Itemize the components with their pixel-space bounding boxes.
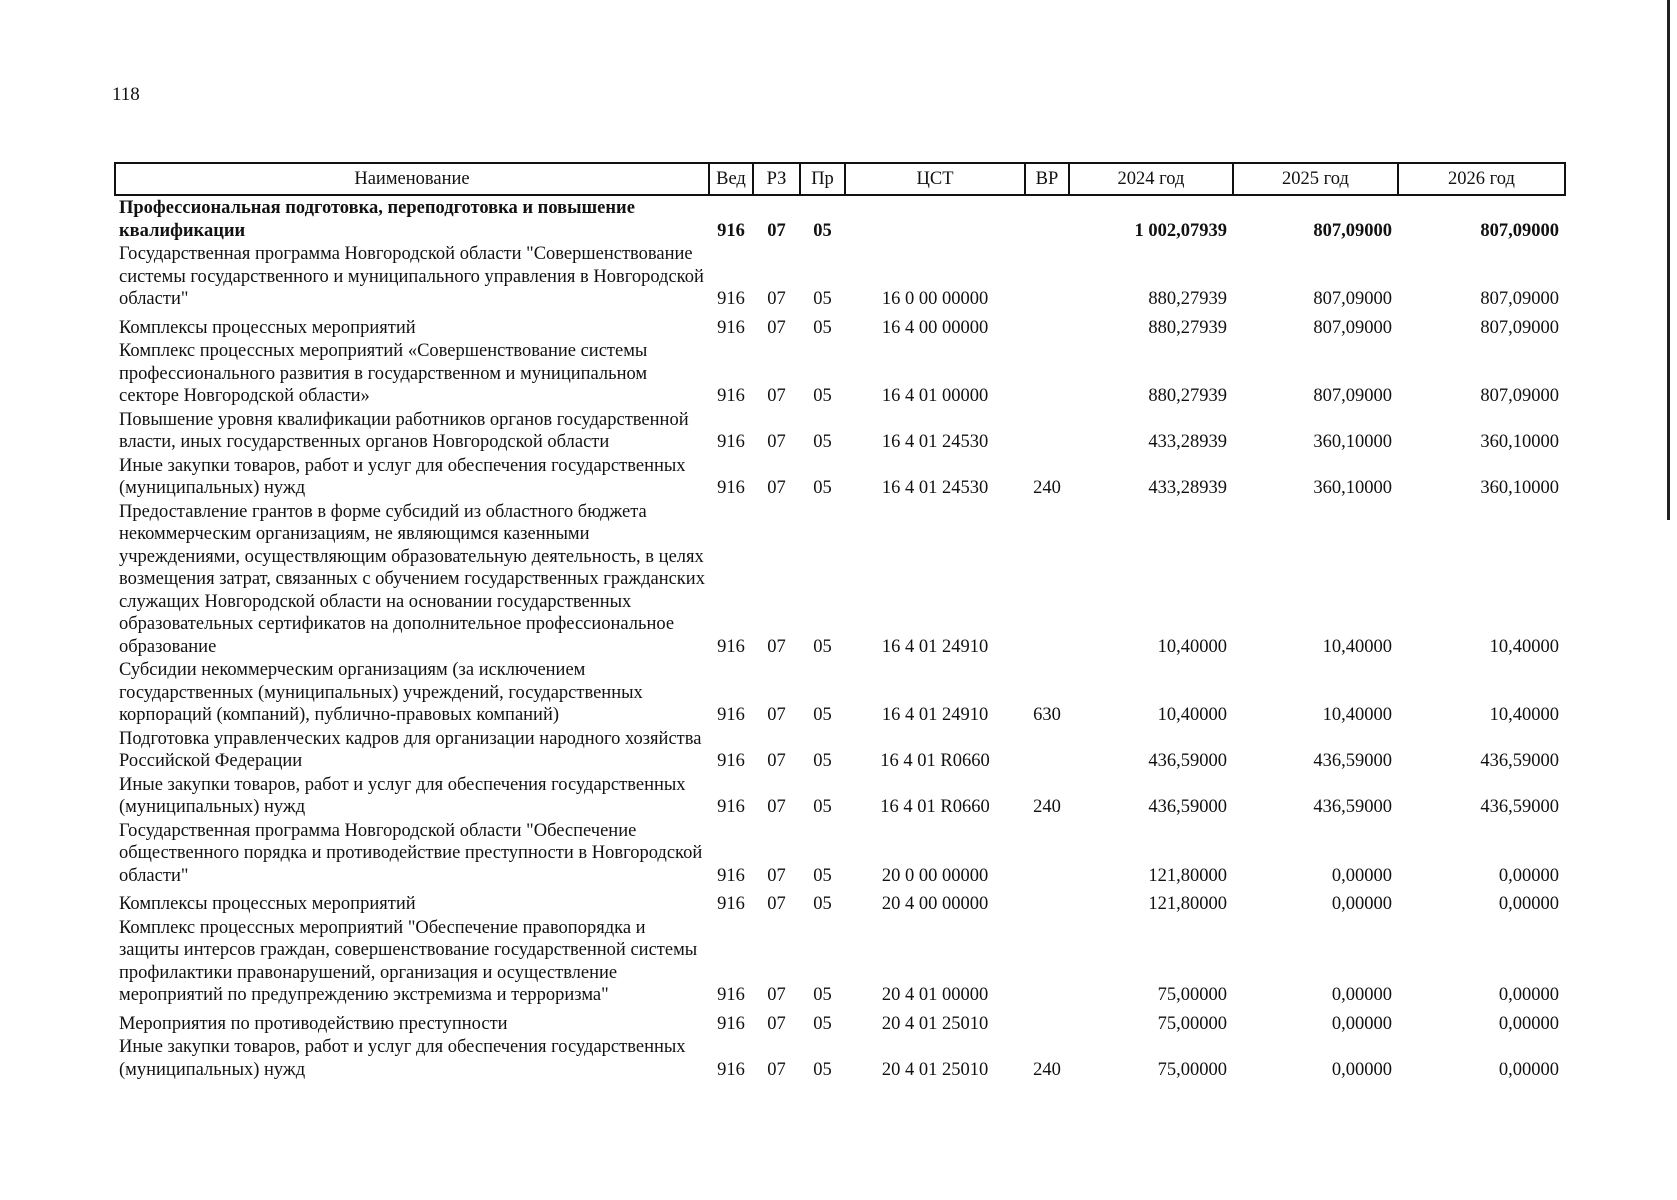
- row-2025: 807,09000: [1313, 317, 1392, 338]
- row-2026: 807,09000: [1480, 220, 1559, 241]
- header-2026: 2026 год: [1398, 163, 1565, 195]
- row-cst: 16 4 01 00000: [881, 386, 989, 406]
- row-pr: 05: [813, 865, 832, 886]
- row-name: Иные закупки товаров, работ и услуг для обеспечения государственных (муниципальных) нужд: [119, 774, 686, 817]
- row-rz: 07: [767, 289, 786, 309]
- header-rz: РЗ: [753, 163, 800, 195]
- row-2024: 75,00000: [1157, 985, 1227, 1005]
- row-rz: 07: [767, 865, 786, 886]
- row-vr: [1025, 195, 1069, 242]
- row-name: Комплексы процессных мероприятий: [119, 894, 416, 914]
- table-row: [115, 658, 1565, 727]
- row-cst: 16 4 01 24530: [881, 432, 989, 452]
- row-cst: 20 4 00 00000: [881, 894, 989, 914]
- header-ved: Вед: [709, 163, 753, 195]
- row-rz: 07: [767, 751, 786, 771]
- row-2025: 0,00000: [1331, 985, 1392, 1005]
- row-name: Государственная программа Новгородской области "Совершенствование системы государственного и муниципального управления в Новгородской области": [119, 244, 704, 309]
- row-2026: 0,00000: [1498, 865, 1559, 886]
- table-row: [115, 1035, 1565, 1081]
- row-2024: 121,80000: [1148, 894, 1227, 914]
- row-ved: 916: [717, 432, 745, 452]
- row-ved: 916: [717, 386, 745, 406]
- row-rz: 07: [767, 220, 786, 241]
- row-vr: [1025, 887, 1069, 916]
- table-row: [115, 408, 1565, 454]
- row-2024: 880,27939: [1148, 386, 1227, 406]
- row-ved: 916: [717, 797, 745, 817]
- row-rz: 07: [767, 985, 786, 1005]
- header-2024: 2024 год: [1069, 163, 1233, 195]
- row-2025: 10,40000: [1322, 636, 1392, 657]
- row-rz: 07: [767, 705, 786, 725]
- row-name: Профессиональная подготовка, переподготовка и повышение квалификации: [119, 198, 635, 241]
- row-2025: 0,00000: [1331, 1059, 1392, 1080]
- row-cst: 16 4 01 24910: [881, 636, 989, 657]
- row-2026: 0,00000: [1498, 894, 1559, 914]
- row-2025: 807,09000: [1313, 386, 1392, 406]
- table-row: [115, 454, 1565, 500]
- row-cst: 16 4 01 24530: [881, 478, 989, 498]
- row-ved: 916: [717, 865, 745, 886]
- header-pr: Пр: [800, 163, 845, 195]
- row-pr: 05: [813, 985, 832, 1005]
- row-pr: 05: [813, 1059, 832, 1080]
- row-rz: 07: [767, 797, 786, 817]
- row-2025: 807,09000: [1313, 220, 1392, 241]
- row-2026: 0,00000: [1498, 1013, 1559, 1034]
- row-ved: 916: [717, 894, 745, 914]
- row-2024: 10,40000: [1157, 636, 1227, 657]
- row-cst: 16 4 01 24910: [881, 705, 989, 725]
- row-2025: 807,09000: [1313, 289, 1392, 309]
- table-row: [115, 339, 1565, 408]
- row-cst: 20 4 01 00000: [881, 985, 989, 1005]
- row-vr: [1025, 339, 1069, 408]
- row-2026: 0,00000: [1498, 985, 1559, 1005]
- row-2024: 10,40000: [1157, 705, 1227, 725]
- row-2026: 436,59000: [1480, 751, 1559, 771]
- row-name: Иные закупки товаров, работ и услуг для обеспечения государственных (муниципальных) нужд: [119, 1037, 686, 1080]
- table-row: [115, 1007, 1565, 1036]
- row-cst: 20 0 00 00000: [881, 865, 989, 886]
- row-2025: 10,40000: [1322, 705, 1392, 725]
- row-pr: 05: [813, 797, 832, 817]
- row-cst: 16 4 00 00000: [881, 317, 989, 338]
- table-row: [115, 311, 1565, 340]
- table-row: [115, 242, 1565, 311]
- row-name: Государственная программа Новгородской области "Обеспечение общественного порядка и противодействие преступности в Новгородской области": [119, 820, 703, 886]
- row-pr: 05: [813, 386, 832, 406]
- row-rz: 07: [767, 432, 786, 452]
- row-cst: 20 4 01 25010: [881, 1013, 989, 1034]
- row-ved: 916: [717, 985, 745, 1005]
- header-2025: 2025 год: [1233, 163, 1398, 195]
- scan-edge-line: [1667, 0, 1670, 520]
- row-2024: 436,59000: [1148, 751, 1227, 771]
- row-2025: 360,10000: [1313, 432, 1392, 452]
- row-pr: 05: [813, 432, 832, 452]
- row-ved: 916: [717, 1059, 745, 1080]
- row-2026: 10,40000: [1489, 636, 1559, 657]
- row-name: Комплекс процессных мероприятий «Совершенствование системы профессионального развития в государственном и муниципальном секторе Новгородской области»: [119, 341, 648, 406]
- row-vr: [1025, 916, 1069, 1007]
- row-vr: 240: [1033, 478, 1061, 498]
- row-rz: 07: [767, 478, 786, 498]
- row-name: Повышение уровня квалификации работников органов государственной власти, иных государственных органов Новгородской области: [119, 409, 689, 452]
- row-vr: [1025, 1007, 1069, 1036]
- row-cst: [845, 195, 1025, 242]
- row-ved: 916: [717, 478, 745, 498]
- row-vr: [1025, 819, 1069, 888]
- row-2024: 1 002,07939: [1134, 220, 1227, 241]
- row-ved: 916: [717, 751, 745, 771]
- table-row: [115, 500, 1565, 659]
- header-cst: ЦСТ: [845, 163, 1025, 195]
- row-cst: 16 0 00 00000: [881, 289, 989, 309]
- row-2026: 0,00000: [1498, 1059, 1559, 1080]
- row-name: Подготовка управленческих кадров для организации народного хозяйства Российской Федерации: [119, 728, 702, 771]
- table-row: [115, 819, 1565, 888]
- row-ved: 916: [717, 317, 745, 338]
- row-name: Предоставление грантов в форме субсидий из областного бюджета некоммерческим организациям, не являющимся казенными учреждениями, осуществляющим образовательную деятельность, в целях возмещения затрат, связанных с обучением государственных гражданских служащих Новгородской области на основании государственных образовательных сертификатов на дополнительное профессиональное образование: [119, 501, 705, 657]
- row-ved: 916: [717, 289, 745, 309]
- row-pr: 05: [813, 705, 832, 725]
- row-ved: 916: [717, 636, 745, 657]
- table-row: [115, 887, 1565, 916]
- row-pr: 05: [813, 1013, 832, 1034]
- row-pr: 05: [813, 220, 832, 241]
- row-2026: 360,10000: [1480, 432, 1559, 452]
- row-2026: 10,40000: [1489, 705, 1559, 725]
- row-vr: [1025, 500, 1069, 659]
- table-row: [115, 916, 1565, 1007]
- row-cst: 16 4 01 R0660: [880, 797, 990, 817]
- row-name: Комплексы процессных мероприятий: [119, 317, 416, 338]
- header-name: Наименование: [115, 163, 709, 195]
- row-rz: 07: [767, 894, 786, 914]
- row-2025: 436,59000: [1313, 751, 1392, 771]
- row-rz: 07: [767, 636, 786, 657]
- row-2024: 436,59000: [1148, 797, 1227, 817]
- row-2024: 880,27939: [1148, 317, 1227, 338]
- row-2024: 75,00000: [1157, 1059, 1227, 1080]
- budget-table: [114, 162, 1566, 1081]
- row-vr: 630: [1033, 705, 1061, 725]
- row-pr: 05: [813, 478, 832, 498]
- row-2025: 0,00000: [1331, 1013, 1392, 1034]
- table-header-row: [115, 163, 1565, 195]
- row-ved: 916: [717, 1013, 745, 1034]
- row-2026: 360,10000: [1480, 478, 1559, 498]
- row-vr: [1025, 311, 1069, 340]
- row-2025: 0,00000: [1331, 894, 1392, 914]
- row-pr: 05: [813, 894, 832, 914]
- row-pr: 05: [813, 289, 832, 309]
- row-name: Субсидии некоммерческим организациям (за исключением государственных (муниципальных) учреждений, государственных корпораций (компаний), публично-правовых компаний): [119, 660, 643, 725]
- row-ved: 916: [717, 220, 745, 241]
- row-2025: 0,00000: [1331, 865, 1392, 886]
- row-vr: [1025, 727, 1069, 773]
- row-2026: 436,59000: [1480, 797, 1559, 817]
- table-row: [115, 773, 1565, 819]
- row-rz: 07: [767, 1013, 786, 1034]
- row-pr: 05: [813, 636, 832, 657]
- row-2025: 436,59000: [1313, 797, 1392, 817]
- row-ved: 916: [717, 705, 745, 725]
- row-2026: 807,09000: [1480, 386, 1559, 406]
- row-vr: 240: [1033, 1059, 1061, 1080]
- row-2024: 433,28939: [1148, 478, 1227, 498]
- header-vr: ВР: [1025, 163, 1069, 195]
- row-2024: 121,80000: [1148, 865, 1227, 886]
- row-name: Иные закупки товаров, работ и услуг для обеспечения государственных (муниципальных) нужд: [119, 455, 686, 498]
- row-rz: 07: [767, 317, 786, 338]
- row-pr: 05: [813, 317, 832, 338]
- row-2024: 75,00000: [1157, 1013, 1227, 1034]
- row-pr: 05: [813, 751, 832, 771]
- page-number: 118: [112, 84, 140, 105]
- row-rz: 07: [767, 386, 786, 406]
- row-2025: 360,10000: [1313, 478, 1392, 498]
- table-row: [115, 195, 1565, 242]
- row-2026: 807,09000: [1480, 289, 1559, 309]
- row-name: Комплекс процессных мероприятий "Обеспечение правопорядка и защиты интерсов граждан, совершенствование государственной системы профилактики правонарушений, организация и осуществление мероприятий по предупреждению экстремизма и терроризма": [119, 917, 698, 1005]
- row-name: Мероприятия по противодействию преступности: [119, 1013, 508, 1034]
- row-rz: 07: [767, 1059, 786, 1080]
- row-vr: [1025, 408, 1069, 454]
- table-row: [115, 727, 1565, 773]
- row-vr: [1025, 242, 1069, 311]
- row-2024: 433,28939: [1148, 432, 1227, 452]
- row-2024: 880,27939: [1148, 289, 1227, 309]
- row-2026: 807,09000: [1480, 317, 1559, 338]
- row-cst: 16 4 01 R0660: [880, 751, 990, 771]
- row-cst: 20 4 01 25010: [881, 1059, 989, 1080]
- row-vr: 240: [1033, 797, 1061, 817]
